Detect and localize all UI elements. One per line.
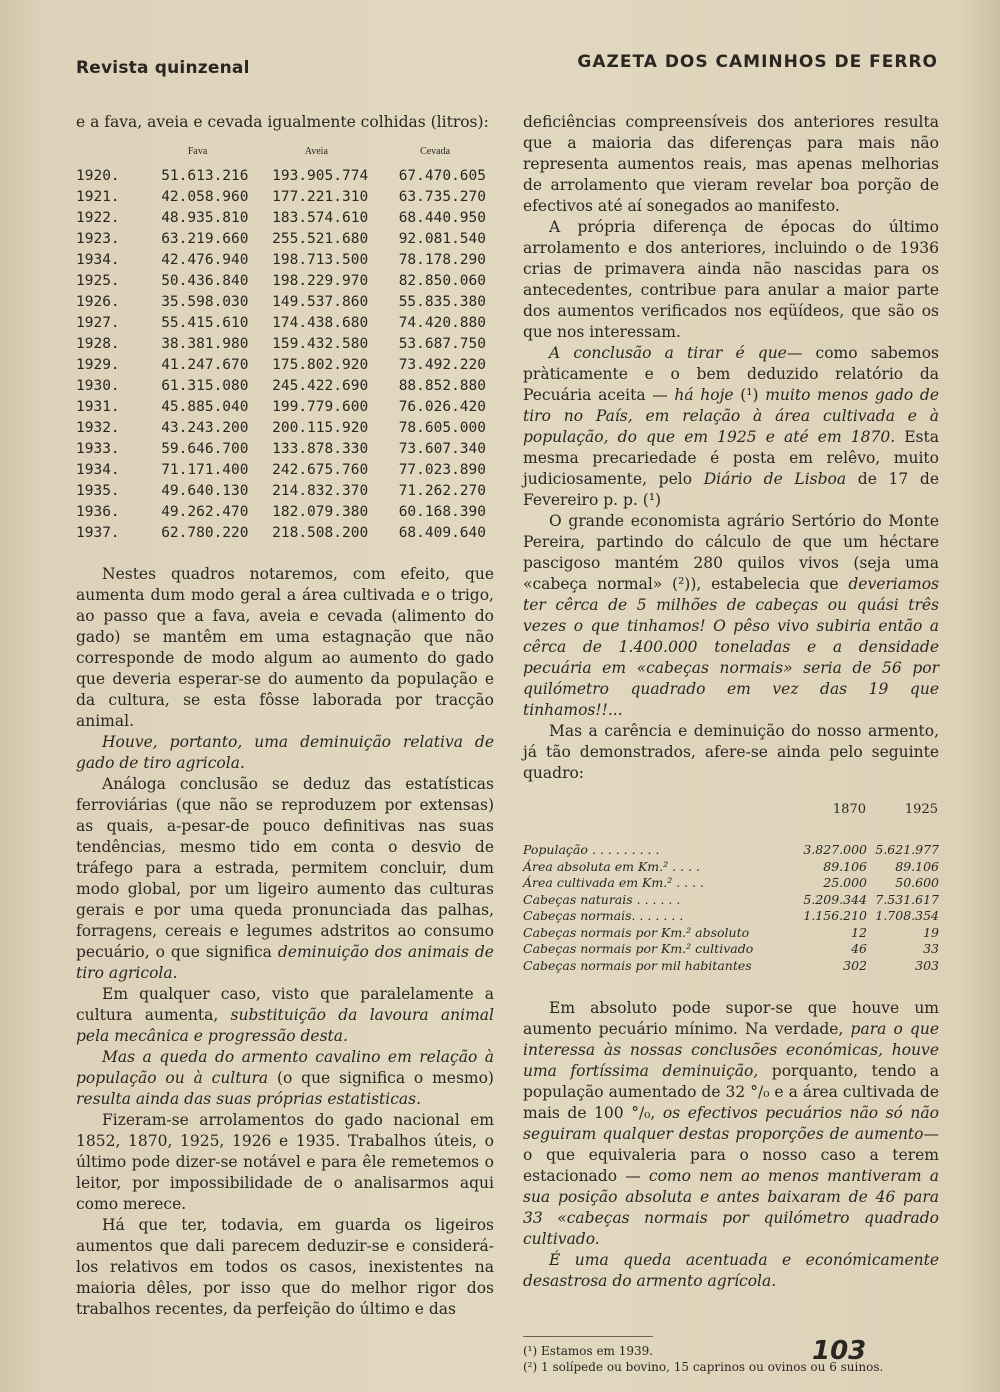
year-cell: 1929.	[76, 357, 120, 373]
text: O grande economista agrário Sertório do Monte Pereira, partindo do cálculo de que um héctare pascigoso mantém 280 quilos vivos (seja uma «cabeça normal» (²)), estabelecia que	[523, 512, 939, 593]
value-cell: 183.574.610	[272, 210, 369, 226]
col-header: 1870	[832, 802, 866, 817]
value-cell: 49.262.470	[161, 504, 249, 520]
value-cell: 68.440.950	[398, 210, 486, 226]
value-cell: 49.640.130	[161, 483, 249, 499]
paragraph	[76, 984, 494, 1047]
footnote-ref: (¹)	[740, 386, 759, 404]
italic-text: há hoje	[674, 386, 734, 404]
harvest-table-header	[76, 141, 494, 166]
value-cell: 60.168.390	[398, 504, 486, 520]
value-cell: 45.885.040	[161, 399, 249, 415]
value-cell: 62.780.220	[161, 525, 249, 541]
value-cell: 7.531.617	[875, 891, 939, 907]
value-cell: 92.081.540	[398, 231, 486, 247]
value-cell: 74.420.880	[398, 315, 486, 331]
italic-text: substituição da lavoura animal pela mecânica e progressão desta.	[76, 1006, 494, 1045]
value-cell: 46	[851, 941, 867, 956]
table-row	[76, 355, 494, 376]
footnote-separator	[523, 1336, 653, 1337]
table-row	[523, 842, 939, 859]
livestock-label-header	[523, 798, 795, 842]
table-row	[76, 460, 494, 481]
table-row	[523, 892, 939, 909]
italic-text: como nem ao menos mantiveram a sua posição absoluta e antes baixaram de 46 para 33 «cabeças normais por quilómetro quadrado cultivado.	[523, 1167, 939, 1248]
value-cell: 41.247.670	[161, 357, 249, 373]
value-cell: 68.409.640	[398, 525, 486, 541]
value-cell: 133.878.330	[272, 441, 369, 457]
table-row	[76, 481, 494, 502]
value-cell: 50.600	[895, 875, 939, 890]
row-label: População . . . . . . . . .	[523, 842, 660, 857]
value-cell: 25.000	[823, 875, 867, 890]
value-cell: 42.476.940	[161, 252, 249, 268]
table-row	[76, 250, 494, 271]
year-cell: 1920.	[76, 168, 120, 184]
italic-text: os efectivos pecuários não só não seguiram qualquer destas proporções de aumento	[523, 1104, 939, 1143]
value-cell: 59.646.700	[161, 441, 249, 457]
value-cell: 88.852.880	[398, 378, 486, 394]
paragraph	[523, 1250, 939, 1292]
value-cell: 78.605.000	[398, 420, 486, 436]
value-cell: 199.779.600	[272, 399, 369, 415]
table-row	[523, 875, 939, 892]
year-cell: 1921.	[76, 189, 120, 205]
italic-text: resulta ainda das suas próprias estatisticas.	[76, 1090, 422, 1108]
table-row	[76, 229, 494, 250]
value-cell: 35.598.030	[161, 294, 249, 310]
value-cell: 38.381.980	[161, 336, 249, 352]
livestock-table	[523, 798, 939, 974]
year-cell: 1934.	[76, 252, 120, 268]
paragraph	[523, 998, 939, 1250]
value-cell: 1.156.210	[803, 908, 867, 923]
paragraph	[76, 1047, 494, 1110]
value-cell: 71.262.270	[398, 483, 486, 499]
paragraph: Nestes quadros notaremos, com efeito, que aumenta dum modo geral a área cultivada e o trigo, ao passo que a fava, aveia e cevada (alimento do gado) se mantêm em uma estagnação que não corresponde de modo algum ao aumento do gado que deveria esperar-se do aumento da população e da cultura, se esta fôsse laborada por tracção animal.	[76, 565, 494, 730]
paragraph: Há que ter, todavia, em guarda os ligeiros aumentos que dali parecem deduzir-se e considerá-los relativos em todos os casos, inexistentes na maioria dêles, por isso que do melhor rigor dos trabalhos recentes, da perfeição do último e das	[76, 1216, 494, 1318]
value-cell: 218.508.200	[272, 525, 369, 541]
value-cell: 174.438.680	[272, 315, 369, 331]
page-number: 103	[812, 1336, 867, 1366]
value-cell: 82.850.060	[398, 273, 486, 289]
italic-text: para o que interessa às nossas conclusões económicas, houve uma fortíssima deminuição,	[523, 1020, 940, 1080]
table-row	[523, 859, 939, 876]
row-label: Área cultivada em Km.² . . . .	[523, 875, 705, 890]
year-cell: 1925.	[76, 273, 120, 289]
value-cell: 3.827.000	[803, 842, 867, 857]
year-cell: 1934.	[76, 462, 120, 478]
col-header: Aveia	[304, 146, 328, 157]
value-cell: 48.935.810	[161, 210, 249, 226]
value-cell: 61.315.080	[161, 378, 249, 394]
table-row	[523, 925, 939, 942]
value-cell: 175.802.920	[272, 357, 369, 373]
value-cell: 67.470.605	[398, 168, 486, 184]
text: Em qualquer caso, visto que paralelamente a cultura aumenta,	[76, 985, 494, 1024]
text: Esta mesma precariedade é posta em relêvo, muito judiciosamente, pelo	[523, 428, 939, 488]
value-cell: 73.607.340	[398, 441, 486, 457]
left-column	[76, 112, 494, 1320]
italic-text: Diário de Lisboa	[703, 470, 847, 488]
harvest-table-body	[76, 166, 494, 544]
paragraph: Fizeram-se arrolamentos do gado nacional em 1852, 1870, 1925, 1926 e 1935. Trabalhos úteis, o último pode dizer-se notável e para êle remetemos o leitor, por impossibilidade de o analisarmos aqui como merece.	[76, 1111, 494, 1213]
paragraph	[523, 511, 939, 721]
row-label: Área absoluta em Km.² . . . .	[523, 858, 700, 874]
right-column	[523, 112, 939, 1375]
italic-text: muito menos gado de tiro no País, em relação à área cultivada e à população, do que em 1925 e até em 1870.	[523, 386, 939, 446]
livestock-table-body	[523, 842, 939, 974]
text: — o que equivaleria para o nosso caso a terem estacionado —	[523, 1125, 939, 1185]
table-row	[76, 334, 494, 355]
value-cell: 19	[923, 924, 939, 940]
value-cell: 177.221.310	[272, 189, 369, 205]
value-cell: 200.115.920	[272, 420, 369, 436]
footnote: (²) 1 solípede ou bovino, 15 caprinos ou ovinos ou 6 suinos.	[523, 1360, 884, 1374]
paragraph	[76, 774, 494, 984]
value-cell: 5.621.977	[875, 842, 939, 857]
year-cell: 1927.	[76, 315, 120, 331]
paragraph: deficiências compreensíveis dos anteriores resulta que a maioria das diferenças para mais não representa aumentos reais, mas apenas melhorias de arrolamento que vieram revelar boa porção de efectivos até aí sonegados ao manifesto.	[523, 113, 939, 215]
value-cell: 43.243.200	[161, 420, 249, 436]
italic-text: É uma queda acentuada e económicamente desastrosa do armento agrícola.	[523, 1251, 939, 1290]
year-cell: 1937.	[76, 525, 120, 541]
value-cell: 73.492.220	[398, 357, 486, 373]
value-cell: 159.432.580	[272, 336, 369, 352]
table-row	[76, 208, 494, 229]
table-row	[76, 523, 494, 544]
value-cell: 1.708.354	[875, 908, 939, 923]
col-header: Cevada	[420, 146, 451, 157]
value-cell: 149.537.860	[272, 294, 369, 310]
value-cell: 242.675.760	[272, 462, 369, 478]
year-cell: 1923.	[76, 231, 120, 247]
running-header-left: Revista quinzenal	[76, 58, 250, 78]
value-cell: 77.023.890	[398, 462, 486, 478]
paragraph: A própria diferença de épocas do último arrolamento e dos anteriores, incluindo o de 1936 crias de primavera ainda não nascidas para os antecedentes, contribue para anular a maior parte dos aumentos verificados nos eqüídeos, que são os que nos interessam.	[523, 218, 939, 341]
year-cell: 1933.	[76, 441, 120, 457]
italic-text: A conclusão a tirar é que	[549, 344, 787, 362]
row-label: Cabeças normais por Km.² absoluto	[523, 924, 750, 940]
value-cell: 55.415.610	[161, 315, 249, 331]
italic-text: deminuição dos animais de tiro agricola.	[76, 943, 494, 982]
row-label: Cabeças normais por Km.² cultivado	[523, 941, 754, 956]
value-cell: 193.905.774	[272, 168, 369, 184]
value-cell: 302	[843, 957, 867, 973]
table-row	[76, 271, 494, 292]
table-intro: e a fava, aveia e cevada igualmente colhidas (litros):	[76, 113, 489, 131]
value-cell: 255.521.680	[272, 231, 369, 247]
harvest-table	[76, 141, 494, 544]
harvest-year-header	[76, 141, 139, 166]
table-row	[76, 376, 494, 397]
italic-text: Mas a queda do armento cavalino em relação à população ou à cultura	[76, 1048, 494, 1087]
value-cell: 5.209.344	[803, 891, 867, 907]
value-cell: 214.832.370	[272, 483, 369, 499]
paragraph	[76, 732, 494, 774]
value-cell: 50.436.840	[161, 273, 249, 289]
value-cell: 42.058.960	[161, 189, 249, 205]
value-cell: 89.106	[823, 858, 867, 874]
row-label: Cabeças normais por mil habitantes	[523, 957, 752, 973]
year-cell: 1926.	[76, 294, 120, 310]
value-cell: 33	[923, 941, 939, 956]
year-cell: 1932.	[76, 420, 120, 436]
year-cell: 1936.	[76, 504, 120, 520]
value-cell: 71.171.400	[161, 462, 249, 478]
text: de 17 de Fevereiro p. p. (¹)	[523, 470, 939, 509]
value-cell: 198.713.500	[272, 252, 369, 268]
table-row	[76, 292, 494, 313]
value-cell: 63.735.270	[398, 189, 486, 205]
table-row	[523, 958, 939, 975]
table-row	[76, 397, 494, 418]
italic-text: deveriamos ter cêrca de 5 milhões de cabeças ou quási três vezes o que tinhamos! O pêso vivo subiria então a cêrca de 1.400.000 toneladas e a densidade pecuária em «cabeças normais» seria de 56 por quilómetro quadrado em vez das 19 que tinhamos!!...	[523, 575, 939, 719]
table-row	[76, 187, 494, 208]
table-row	[523, 941, 939, 958]
text: (o que significa o mesmo)	[276, 1069, 494, 1087]
livestock-table-header	[523, 798, 939, 842]
year-cell: 1931.	[76, 399, 120, 415]
paragraph	[523, 343, 939, 511]
paragraph: Mas a carência e deminuição do nosso armento, já tão demonstrados, afere-se ainda pelo seguinte quadro:	[523, 722, 939, 782]
year-cell: 1928.	[76, 336, 120, 352]
value-cell: 76.026.420	[398, 399, 486, 415]
footnote: (¹) Estamos em 1939.	[523, 1344, 654, 1358]
value-cell: 51.613.216	[161, 168, 249, 184]
value-cell: 55.835.380	[398, 294, 486, 310]
table-row	[76, 439, 494, 460]
row-label: Cabeças naturais . . . . . .	[523, 891, 681, 907]
value-cell: 63.219.660	[161, 231, 249, 247]
value-cell: 89.106	[895, 858, 939, 874]
col-header: 1925	[904, 802, 938, 817]
table-row	[76, 166, 494, 187]
table-row	[76, 418, 494, 439]
col-header: Fava	[187, 146, 208, 157]
table-row	[76, 502, 494, 523]
year-cell: 1922.	[76, 210, 120, 226]
text: porquanto, tendo a população aumentado de 32 °/₀ e a área cultivada de mais de 100 °/₀,	[523, 1062, 939, 1122]
table-row	[523, 908, 939, 925]
italic-text: Houve, portanto, uma deminuição relativa de gado de tiro agricola.	[76, 733, 494, 772]
text: Em absoluto pode supor-se que houve um aumento pecuário mínimo. Na verdade,	[523, 999, 939, 1038]
value-cell: 182.079.380	[272, 504, 369, 520]
value-cell: 12	[851, 924, 867, 940]
text: Análoga conclusão se deduz das estatísticas ferroviárias (que não se reproduzem por extensas) as quais, a-pesar-de pouco definitivas nas suas tendências, mesmo tido em conta o desvio de tráfego para a estrada, permitem concluir, dum modo global, por um ligeiro aumento das culturas gerais e por uma queda pronunciada das palhas, forragens, cereais e legumes adstritos ao consumo pecuário, o que significa	[76, 775, 494, 961]
value-cell: 78.178.290	[398, 252, 486, 268]
value-cell: 245.422.690	[272, 378, 369, 394]
value-cell: 303	[915, 957, 939, 973]
running-header-right: GAZETA DOS CAMINHOS DE FERRO	[577, 52, 938, 72]
value-cell: 198.229.970	[272, 273, 369, 289]
table-row	[76, 313, 494, 334]
year-cell: 1935.	[76, 483, 120, 499]
text: — como sabemos pràticamente e o bem deduzido relatório da Pecuária aceita —	[523, 344, 939, 404]
year-cell: 1930.	[76, 378, 120, 394]
value-cell: 53.687.750	[398, 336, 486, 352]
row-label: Cabeças normais. . . . . . .	[523, 908, 684, 923]
